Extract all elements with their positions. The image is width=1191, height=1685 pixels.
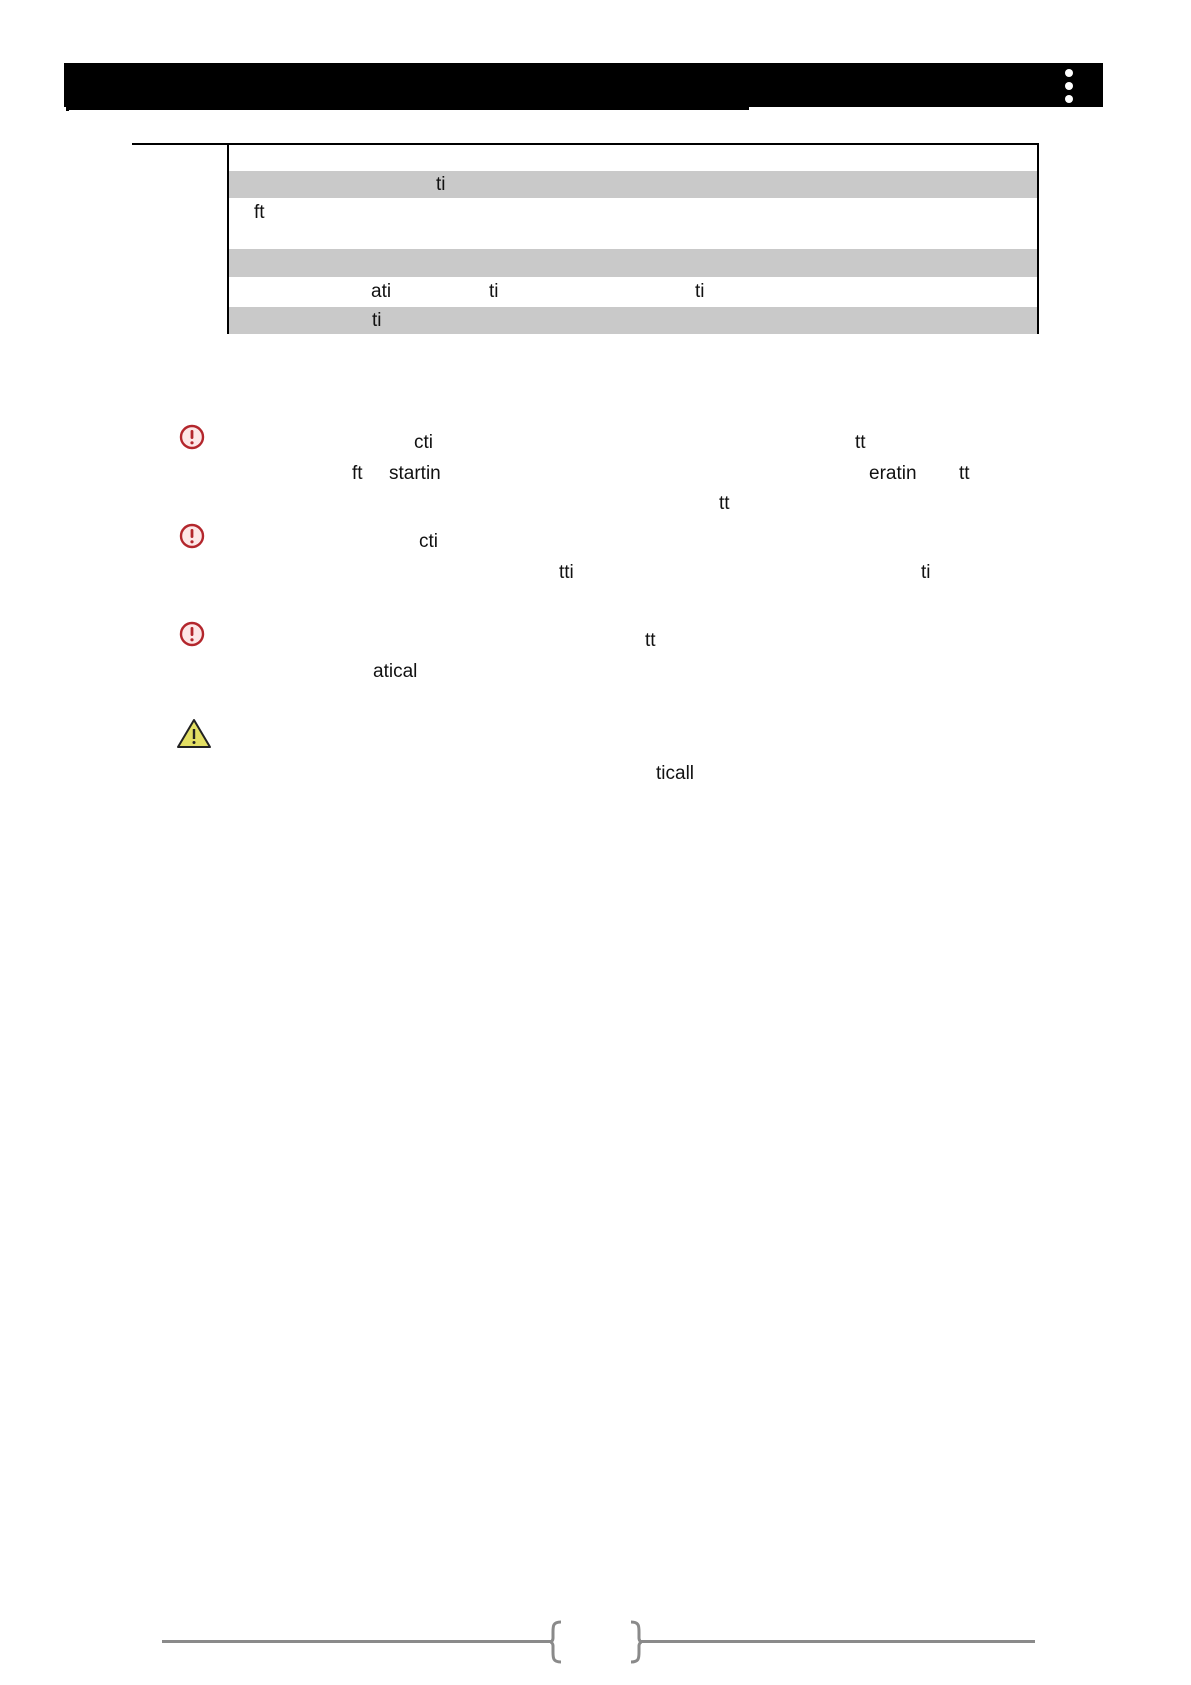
table-row [229, 307, 1037, 334]
footer-rule [162, 1640, 551, 1643]
table-cell-text: ti [695, 281, 705, 302]
page-number-left-bracket [549, 1620, 563, 1664]
table-row [229, 171, 1037, 198]
notice-text: cti [419, 531, 438, 552]
alert-circle-icon [179, 621, 205, 647]
table-row [229, 198, 1037, 249]
notice-text: startin [389, 463, 441, 484]
notice-text: cti [414, 432, 433, 453]
warning-triangle-icon [176, 718, 212, 750]
notice-text: tti [559, 562, 574, 583]
table-left-rule [132, 143, 228, 145]
table-cell-text: ft [254, 202, 265, 223]
header-bar-edge [66, 63, 69, 111]
notice-text: tt [855, 432, 866, 453]
notice-text: tt [959, 463, 970, 484]
table-cell-text: ati [371, 281, 392, 302]
table-cell-text: ti [436, 174, 446, 195]
header-underline [69, 107, 749, 110]
header-bar [64, 63, 1103, 107]
notice-text: tt [719, 493, 730, 514]
page-number-right-bracket [629, 1620, 643, 1664]
footer-rule [641, 1640, 1035, 1643]
notice-text: atical [373, 661, 418, 682]
notice-text: ti [921, 562, 931, 583]
table-row [229, 277, 1037, 307]
table-row [229, 145, 1037, 171]
table-cell-text: ti [372, 310, 382, 331]
vertical-ellipsis-icon [1062, 63, 1076, 107]
notice-text: eratin [869, 463, 917, 484]
table-cell-text: ti [489, 281, 499, 302]
table-row [229, 249, 1037, 277]
notice-text: tt [645, 630, 656, 651]
notice-text: ticall [656, 763, 695, 784]
alert-circle-icon [179, 424, 205, 450]
alert-circle-icon [179, 523, 205, 549]
notice-text: ft [352, 463, 363, 484]
